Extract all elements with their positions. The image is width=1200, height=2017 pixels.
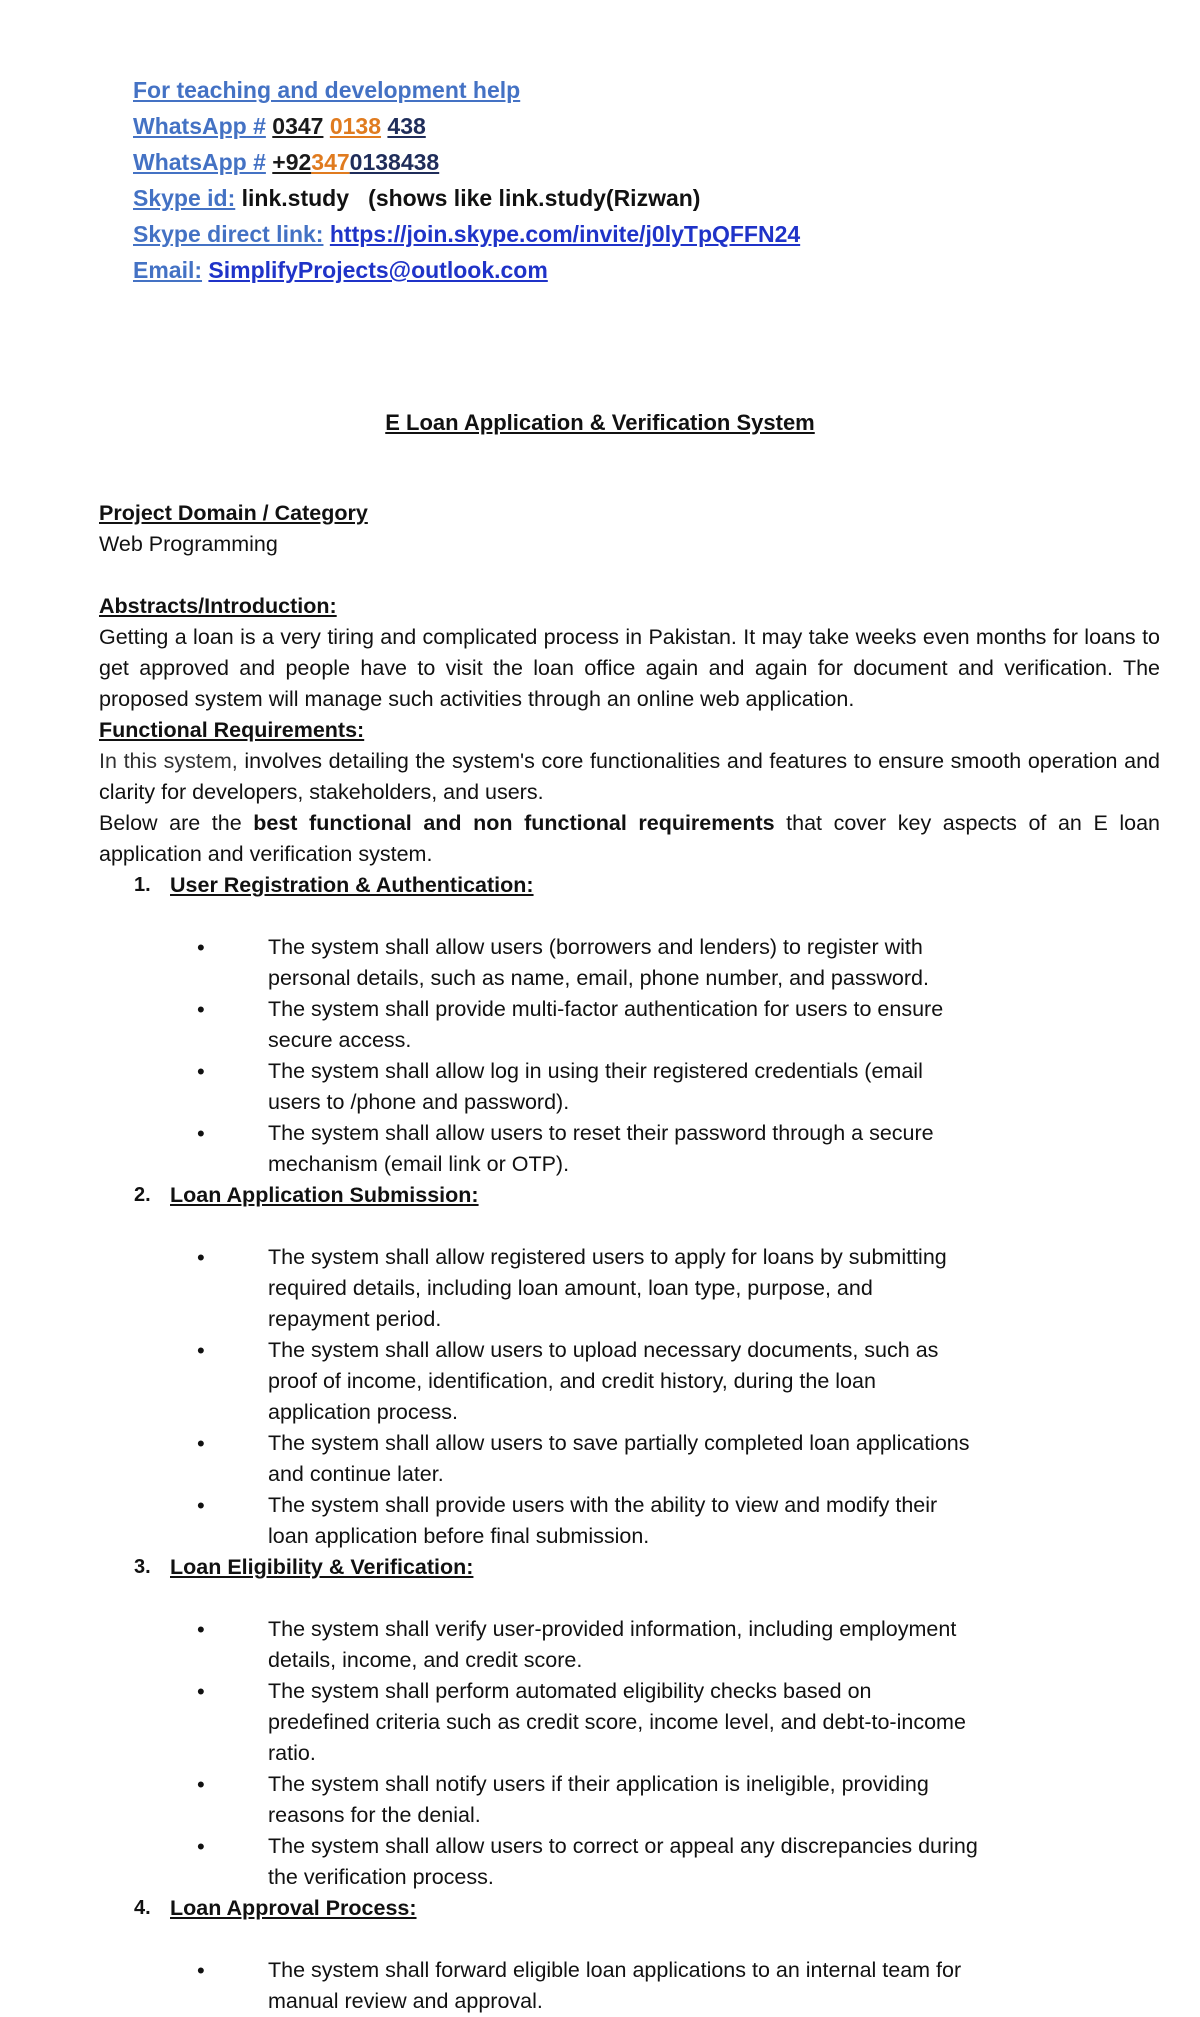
abstract-heading: Abstracts/Introduction:: [99, 594, 337, 618]
section-title: Loan Eligibility & Verification:: [170, 1555, 474, 1579]
functional-intro: [99, 746, 1160, 808]
document-body: [99, 498, 1160, 2017]
skype-invite-link[interactable]: https://join.skype.com/invite/j0lyTpQFFN24: [329, 221, 801, 247]
section-bullet-list: [99, 1242, 1160, 1552]
requirements-sections: [99, 870, 1160, 2017]
list-item: [99, 1831, 979, 1893]
summary-bold: best functional and non functional requirements: [253, 811, 775, 835]
functional-intro-rest: involves detailing the system's core functionalities and features to ensure smooth operation and clarity for developers, stakeholders, and users.: [99, 749, 1160, 804]
contact-line-skype-link: [133, 216, 800, 252]
list-item-text: The system shall provide users with the ability to view and modify their loan application before final submission.: [268, 1493, 938, 1548]
list-item: [99, 932, 979, 994]
section-title: Loan Approval Process:: [170, 1896, 417, 1920]
contact-line-email: [133, 252, 800, 288]
bullet-icon: [197, 1335, 268, 1428]
section-bullet-list: [99, 932, 1160, 1180]
bullet-icon: [197, 1242, 268, 1335]
section-number: 2.: [134, 1184, 151, 1206]
list-item-text: The system shall forward eligible loan applications to an internal team for manual review and approval.: [268, 1958, 962, 2013]
bullet-icon: [197, 1676, 268, 1769]
section-bullet-list: [99, 1614, 1160, 1893]
section-number: 3.: [134, 1556, 151, 1578]
functional-heading: Functional Requirements:: [99, 718, 365, 742]
section-heading: [99, 1893, 1160, 1924]
list-item-text: The system shall provide multi-factor authentication for users to ensure secure access.: [268, 997, 944, 1052]
summary-post: that cover key aspects of an E loan application and verification system.: [99, 811, 1160, 866]
requirement-section: [99, 1893, 1160, 2017]
teaching-help-link[interactable]: For teaching and development help: [133, 77, 521, 103]
section-number: 1.: [134, 874, 151, 896]
bullet-icon: [197, 1955, 268, 2017]
list-item-text: The system shall allow users to reset their password through a secure mechanism (email link or OTP).: [268, 1121, 934, 1176]
bullet-icon: [197, 1769, 268, 1831]
skype-id-value: link.study (shows like link.study(Rizwan): [241, 185, 701, 211]
whatsapp-number-part[interactable]: 438: [387, 113, 426, 139]
requirement-section: [99, 1180, 1160, 1552]
bullet-icon: [197, 1056, 268, 1118]
bullet-icon: [197, 1614, 268, 1676]
list-item-text: The system shall allow users to upload necessary documents, such as proof of income, identification, and credit history, during the loan application process.: [268, 1338, 939, 1424]
skype-link-label[interactable]: Skype direct link:: [133, 221, 324, 247]
whatsapp-label[interactable]: WhatsApp #: [133, 149, 266, 175]
requirement-section: [99, 870, 1160, 1180]
bullet-icon: [197, 1428, 268, 1490]
list-item: [99, 1056, 979, 1118]
section-heading: [99, 870, 1160, 901]
section-title: User Registration & Authentication:: [170, 873, 534, 897]
whatsapp-number-part[interactable]: +92: [272, 149, 312, 175]
list-item: [99, 1335, 979, 1428]
whatsapp-number-part[interactable]: 0347: [272, 113, 324, 139]
email-label[interactable]: Email:: [133, 257, 203, 283]
list-item: [99, 1428, 979, 1490]
list-item: [99, 994, 979, 1056]
functional-intro-lead: In this system,: [99, 749, 238, 773]
contact-line-skype-id: [133, 180, 800, 216]
list-item-text: The system shall allow log in using their registered credentials (email users to /phone and password).: [268, 1059, 923, 1114]
section-bullet-list: [99, 1955, 1160, 2017]
whatsapp-label[interactable]: WhatsApp #: [133, 113, 266, 139]
document-title: E Loan Application & Verification System: [385, 410, 815, 435]
whatsapp-number-part[interactable]: 0138438: [349, 149, 440, 175]
list-item-text: The system shall notify users if their application is ineligible, providing reasons for the denial.: [268, 1772, 929, 1827]
list-item: [99, 1242, 979, 1335]
list-item: [99, 1118, 979, 1180]
requirements-summary: [99, 808, 1160, 870]
list-item: [99, 1769, 979, 1831]
abstract-text: Getting a loan is a very tiring and complicated process in Pakistan. It may take weeks even months for loans to get approved and people have to visit the loan office again and again for document and verification. The proposed system will manage such activities through an online web application.: [99, 625, 1160, 711]
whatsapp-number-part[interactable]: 347: [311, 149, 350, 175]
bullet-icon: [197, 932, 268, 994]
list-item-text: The system shall allow users to correct or appeal any discrepancies during the verification process.: [268, 1834, 978, 1889]
list-item: [99, 1490, 979, 1552]
contact-block: [133, 72, 800, 288]
list-item: [99, 1614, 979, 1676]
contact-line-whatsapp-2: [133, 144, 800, 180]
list-item-text: The system shall perform automated eligibility checks based on predefined criteria such as credit score, income level, and debt-to-income ratio.: [268, 1679, 966, 1765]
skype-id-label[interactable]: Skype id:: [133, 185, 236, 211]
domain-value: Web Programming: [99, 532, 278, 556]
section-title: Loan Application Submission:: [170, 1183, 479, 1207]
domain-heading: Project Domain / Category: [99, 501, 368, 525]
list-item: [99, 1955, 979, 2017]
list-item-text: The system shall allow users to save partially completed loan applications and continue later.: [268, 1431, 970, 1486]
list-item-text: The system shall allow registered users to apply for loans by submitting required details, including loan amount, loan type, purpose, and repayment period.: [268, 1245, 947, 1331]
requirement-section: [99, 1552, 1160, 1893]
list-item: [99, 1676, 979, 1769]
bullet-icon: [197, 1118, 268, 1180]
bullet-icon: [197, 1490, 268, 1552]
section-heading: [99, 1552, 1160, 1583]
summary-pre: Below are the: [99, 811, 254, 835]
contact-line-help: [133, 72, 800, 108]
contact-line-whatsapp-1: [133, 108, 800, 144]
bullet-icon: [197, 1831, 268, 1893]
list-item-text: The system shall verify user-provided information, including employment details, income, and credit score.: [268, 1617, 957, 1672]
bullet-icon: [197, 994, 268, 1056]
section-number: 4.: [134, 1897, 151, 1919]
section-heading: [99, 1180, 1160, 1211]
email-link[interactable]: SimplifyProjects@outlook.com: [208, 257, 548, 283]
list-item-text: The system shall allow users (borrowers and lenders) to register with personal details, such as name, email, phone number, and password.: [268, 935, 929, 990]
whatsapp-number-part[interactable]: 0138: [329, 113, 382, 139]
